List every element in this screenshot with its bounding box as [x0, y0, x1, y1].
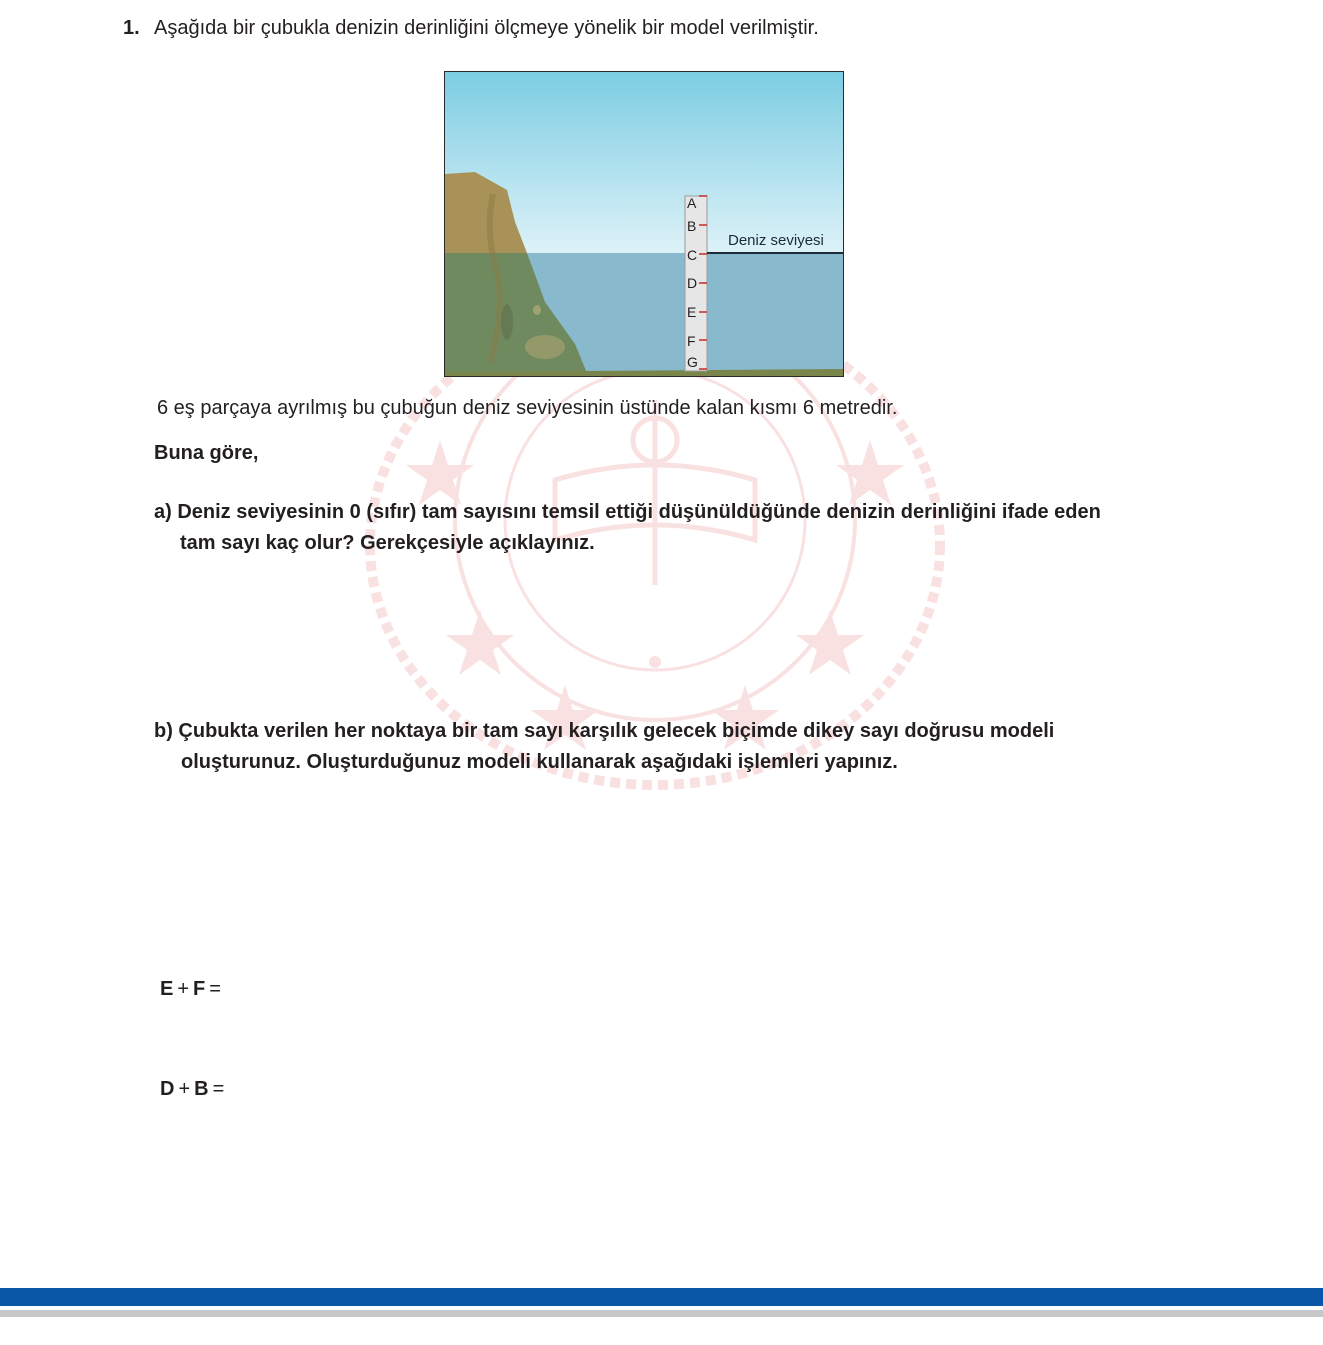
equation-right: F [193, 978, 206, 1000]
part-a-line-2: tam sayı kaç olur? Gerekçesiyle açıklayınız. [180, 532, 595, 554]
question-intro: Aşağıda bir çubukla denizin derinliğini ölçmeye yönelik bir model verilmiştir. [154, 17, 819, 39]
sea-level-label: Deniz seviyesi [728, 232, 824, 249]
problem-statement: 6 eş parçaya ayrılmış bu çubuğun deniz seviyesinin üstünde kalan kısmı 6 metredir. [157, 397, 898, 419]
part-b-line-1: b) Çubukta verilen her noktaya bir tam sayı karşılık gelecek biçimde dikey sayı doğrusu modeli [154, 720, 1055, 742]
equation-e-plus-f [160, 978, 225, 1001]
rod-label-d: D [687, 275, 698, 291]
equation-right: B [194, 1078, 209, 1100]
rod-label-e: E [687, 304, 697, 320]
buna-gore-heading: Buna göre, [154, 442, 259, 464]
rod-label-b: B [687, 218, 697, 234]
equation-left: D [160, 1078, 175, 1100]
rod-label-g: G [687, 354, 698, 370]
question-number: 1. [123, 17, 140, 39]
rod-label-a: A [687, 195, 697, 211]
rod-label-c: C [687, 247, 698, 263]
footer-gray-bar [0, 1310, 1323, 1317]
rod-label-f: F [687, 333, 696, 349]
part-b-line-2: oluşturunuz. Oluşturduğunuz modeli kullanarak aşağıdaki işlemleri yapınız. [181, 751, 898, 773]
part-a-question [154, 497, 1234, 559]
part-b-question [154, 716, 1234, 778]
equation-op: + [177, 978, 190, 1000]
sea-depth-figure [444, 71, 844, 377]
equation-left: E [160, 978, 174, 1000]
sea-depth-illustration [445, 72, 844, 377]
equation-equals: = [212, 1078, 225, 1100]
equation-equals: = [209, 978, 221, 1000]
equation-op: + [178, 1078, 191, 1100]
footer-blue-bar [0, 1288, 1323, 1306]
part-a-line-1: a) Deniz seviyesinin 0 (sıfır) tam sayısını temsil ettiği düşünüldüğünde denizin derinliğini ifade eden [154, 501, 1101, 523]
equation-d-plus-b [160, 1078, 228, 1101]
